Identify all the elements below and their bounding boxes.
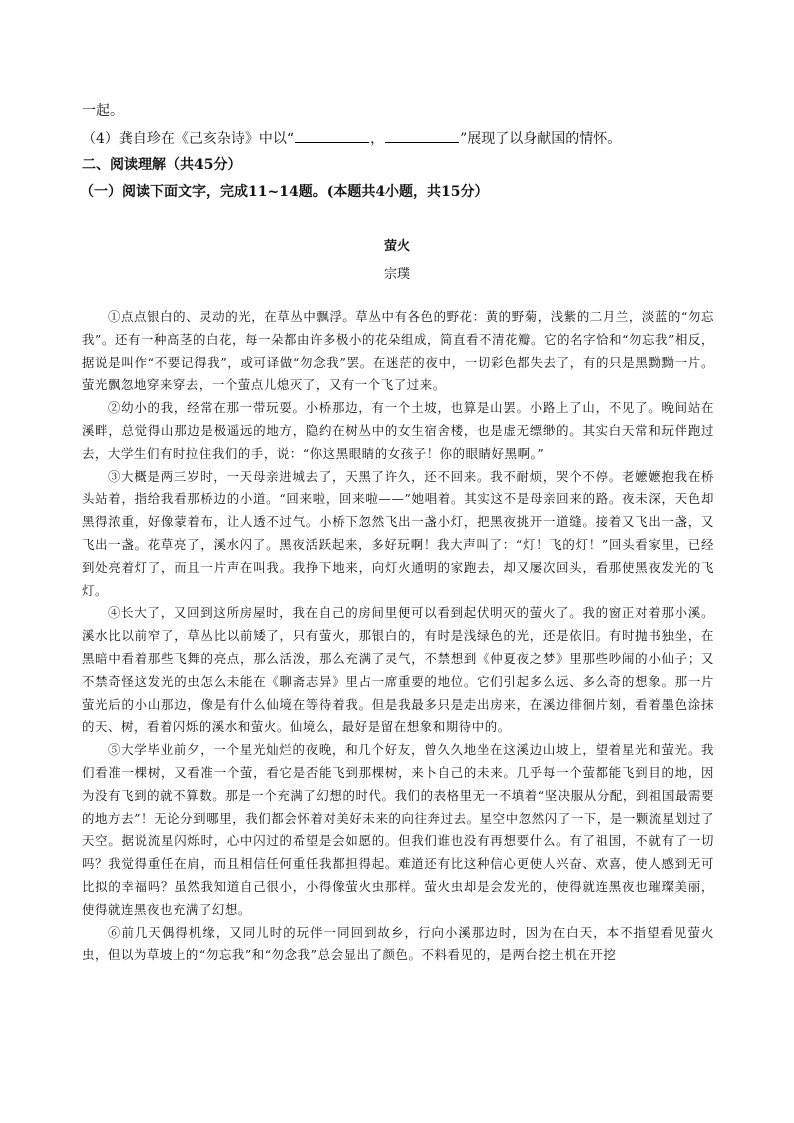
question-4 — [82, 128, 722, 150]
answer-blank-1[interactable] — [295, 128, 369, 143]
question-4-prefix: （4）龚自珍在《己亥杂诗》中以“ — [82, 131, 295, 147]
answer-blank-2[interactable] — [385, 128, 459, 143]
paragraph-2: ②幼小的我，经常在那一带玩耍。小桥那边，有一个土坡，也算是山罢。小路上了山，不见了。晚间站在溪畔，总觉得山那边是极遥远的地方，隐约在树丛中的女生宿舍楼，也是虚无缥缈的。其实白天常和玩伴跑过去，大学生们有时拉住我们的手，说：“你这黑眼睛的女孩子！你的眼睛好黑啊。” — [82, 400, 714, 461]
paragraph-1: ①点点银白的、灵动的光，在草丛中飘浮。草丛中有各色的野花：黄的野菊，浅紫的二月兰，淡蓝的“勿忘我”。还有一种高茎的白花，每一朵都由许多极小的花朵组成，简直看不清花瓣。它的名字恰和“勿忘我”相反，据说是叫作“不要记得我”，或可译做“勿念我”罢。在迷茫的夜中，一切彩色都失去了，有的只是黑黝黝一片。萤光飘忽地穿来穿去，一个萤点儿熄灭了，又有一个飞了过来。 — [82, 309, 714, 393]
question-4-suffix: ”展现了以身献国的情怀。 — [460, 131, 622, 147]
paragraph-3: ③大概是两三岁时，一天母亲进城去了，天黑了许久，还不回来。我不耐烦，哭个不停。老嬷嬷抱我在桥头站着，指给我看那桥边的小道。“回来啦，回来啦——”她唱着。其实这不是母亲回来的路。夜未深，天色却黑得浓重，好像蒙着布，让人透不过气。小桥下忽然飞出一盏小灯，把黑夜挑开一道缝。接着又飞出一盏，又飞出一盏。花草亮了，溪水闪了。黑夜活跃起来，多好玩啊！我大声叫了：“灯！飞的灯！”回头看家里，已经到处亮着灯了，而且一片声在叫我。我挣下地来，向灯火通明的家跑去，却又屡次回头，看那使黑夜发光的飞灯。 — [82, 468, 714, 598]
section-heading: 二、阅读理解（共45分） — [82, 157, 242, 173]
paragraph-4: ④长大了，又回到这所房屋时，我在自己的房间里便可以看到起伏明灭的萤火了。我的窗正对着那小溪。溪水比以前窄了，草丛比以前矮了，只有萤火，那银白的，有时是浅绿色的光，还是依旧。有时抛书独坐，在黑暗中看着那些飞舞的亮点，那么活泼，那么充满了灵气，不禁想到《仲夏夜之梦》里那些吵闹的小仙子；又不禁奇怪这发光的虫怎么未能在《聊斋志异》里占一席重要的地位。它们引起多么远、多么奇的想象。那一片萤光后的小山那边，像是有什么仙境在等待着我。但是我最多只是走出房来，在溪边徘徊片刻，看着墨色涂抹的天、树，看着闪烁的溪水和萤火。仙境么，最好是留在想象和期待中的。 — [82, 605, 714, 735]
article-author: 宗璞 — [383, 267, 410, 282]
article-body — [82, 306, 714, 967]
sub-section-heading: （一）阅读下面文字，完成11~14题。(本题共4小题，共15分） — [80, 184, 489, 200]
paragraph-5: ⑤大学毕业前夕，一个星光灿烂的夜晚，和几个好友，曾久久地坐在这溪边山坡上，望着星光和萤光。我们看准一棵树，又看准一个萤，看它是否能飞到那棵树，来卜自己的未来。几乎每一个萤都能飞到目的地，因为没有飞到的就不算数。那是一个充满了幻想的时代。我们的表格里无一不填着“坚决服从分配，到祖国最需要的地方去”！无论分到哪里，我们都会怀着对美好未来的向往奔过去。星空中忽然闪了一下，是一颗流星划过了天空。据说流星闪烁时，心中闪过的希望是会如愿的。但我们谁也没有再想要什么。有了祖国，不就有了一切吗？我觉得重任在肩，而且相信任何重任我都担得起。难道还有比这种信心更使人兴奋、欢喜，使人感到无可比拟的幸福吗？虽然我知道自己很小，小得像萤火虫那样。萤火虫却是会发光的，使得就连黑夜也璀璨美丽，使得就连黑夜也充满了幻想。 — [82, 742, 714, 917]
paragraph-6: ⑥前几天偶得机缘，又同儿时的玩伴一同回到故乡，行向小溪那边时，因为在白天，本不指望看见萤火虫，但以为草坡上的“勿忘我”和“勿念我”总会显出了颜色。不料看见的，是两台挖土机在开挖 — [82, 924, 714, 963]
question-4-separator: ， — [370, 131, 385, 147]
prev-question-tail: 一起。 — [82, 103, 124, 119]
article-title: 萤火 — [383, 239, 410, 254]
